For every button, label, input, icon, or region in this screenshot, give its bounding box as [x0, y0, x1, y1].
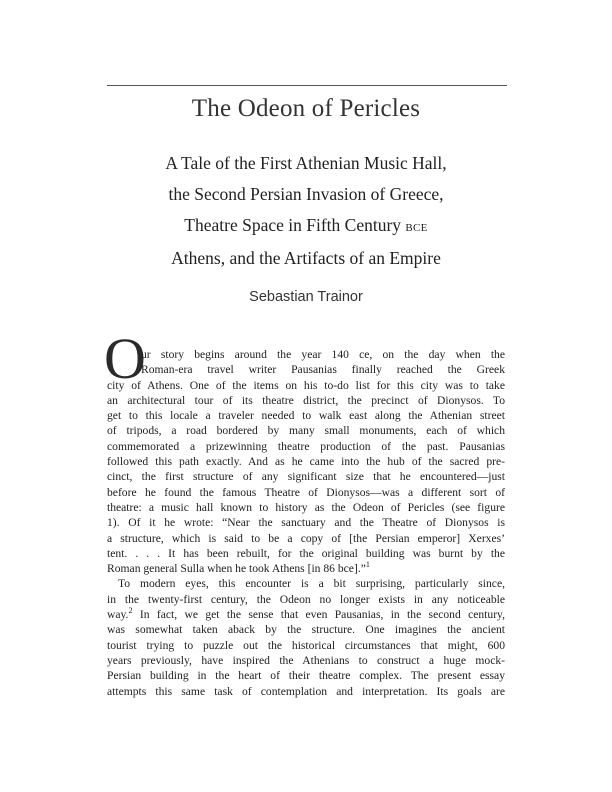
body-line: attempts this same task of contemplation and interpretation. Its goals are: [107, 684, 505, 698]
body-line: To modern eyes, this encounter is a bit surprising, particularly since,: [118, 577, 505, 591]
body-line: Roman-era travel writer Pausanias finally reached the Greek: [141, 363, 505, 377]
body-line-with-note: [107, 607, 505, 622]
body-line: cinct, the first structure of any significant size that he encountered—just: [107, 470, 505, 484]
body-line: Persian building in the heart of their theatre complex. The present essay: [107, 669, 505, 683]
body-line-with-note: [107, 561, 505, 576]
footnote-ref-2[interactable]: 2: [128, 607, 133, 616]
subtitle-bce: bce: [405, 219, 428, 235]
body-line: followed this path exactly. And as he came into the hub of the sacred pre-: [107, 455, 505, 469]
body-line: theatre: a music hall known to history as the Odeon of Pericles (see figure: [107, 500, 505, 514]
body-line: an architectural tour of its theatre district, the precinct of Dionysos. To: [107, 393, 505, 407]
subtitle-line-1: A Tale of the First Athenian Music Hall,: [165, 153, 447, 173]
body-line: of tripods, a road bordered by many small monuments, each of which: [107, 424, 505, 438]
body-line: in the twenty-first century, the Odeon no longer exists in any noticeable: [107, 592, 505, 606]
subtitle-line-3-text: Theatre Space in Fifth Century: [184, 215, 402, 235]
body-line: was somewhat taken aback by the structure. One imagines the ancient: [107, 623, 505, 637]
drop-cap: O: [104, 326, 146, 391]
body-line: tent. . . . It has been rebuilt, for the original building was burnt by the: [107, 546, 505, 560]
body-line: get to this locale a traveler needed to walk east along the Athenian street: [107, 409, 505, 423]
subtitle-line-2: the Second Persian Invasion of Greece,: [168, 184, 444, 204]
body-line: tourist trying to puzzle out the historical circumstances that might, 600: [107, 638, 505, 652]
body-line: ur story begins around the year 140 ce, on the day when the: [141, 348, 505, 361]
body-line: commemorated a prizewinning theatre production of the past. Pausanias: [107, 439, 505, 453]
body-line: 1). Of it he wrote: “Near the sanctuary and the Theatre of Dionysos is: [107, 516, 505, 530]
body-line-text: way.: [107, 608, 129, 622]
article-title: The Odeon of Pericles: [191, 95, 421, 122]
article-author: Sebastian Trainor: [249, 289, 363, 305]
header-rule: [107, 85, 507, 86]
body-line: city of Athens. One of the items on his to-do list for this city was to take: [107, 378, 505, 392]
article-body: [107, 347, 505, 699]
body-line: years previously, have inspired the Athenians to construct a huge mock-: [107, 653, 505, 667]
subtitle-line-3: [0, 210, 612, 243]
body-line: a structure, which is said to be a copy of [the Persian emperor] Xerxes’: [107, 531, 505, 545]
subtitle-line-4: Athens, and the Artifacts of an Empire: [171, 248, 441, 268]
article-subtitle: [0, 148, 612, 274]
body-line: before he found the famous Theatre of Dionysos—was a different sort of: [107, 485, 505, 499]
body-line-text-rest: In fact, we get the sense that even Pausanias, in the second century,: [132, 608, 505, 622]
body-line-text: Roman general Sulla when he took Athens [in 86 bce].”: [107, 562, 366, 576]
footnote-ref-1[interactable]: 1: [365, 561, 370, 570]
